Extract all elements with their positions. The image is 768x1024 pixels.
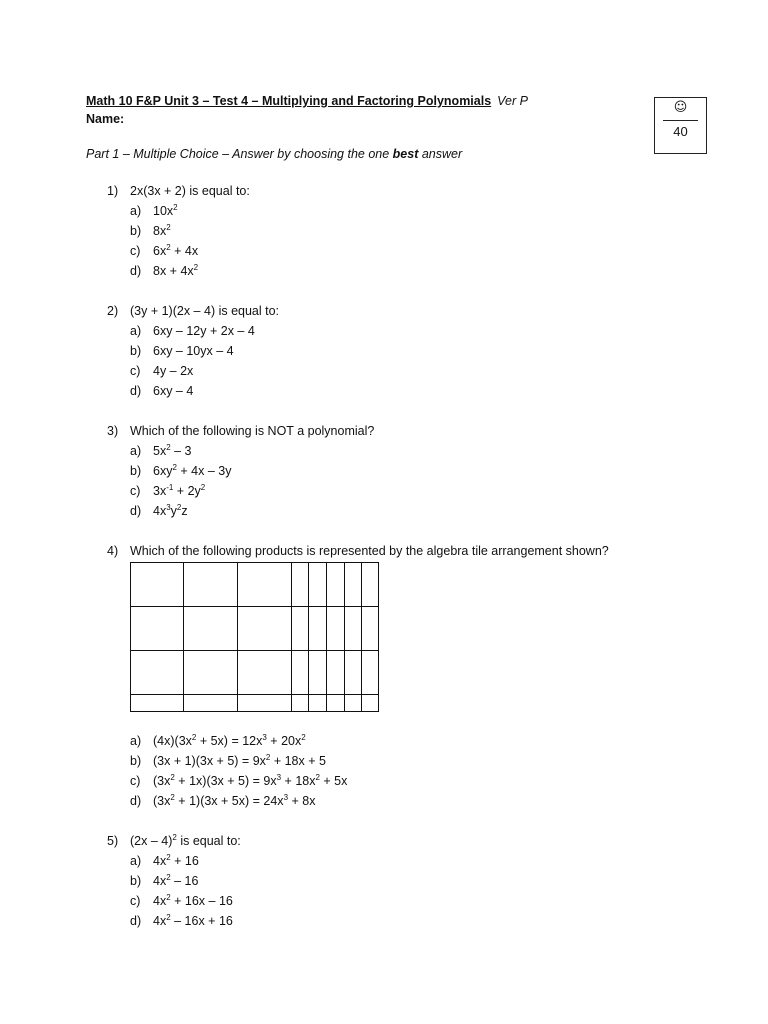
option-label: a)	[130, 204, 142, 218]
option-text: $4x^2 - 16x + 16$	[153, 912, 233, 928]
option-text: $8x + 4x^2$	[153, 262, 199, 278]
tile-border	[131, 563, 379, 712]
score-divider	[663, 120, 698, 121]
option-label: a)	[130, 444, 142, 458]
option-text: $4x^2 + 16$	[153, 852, 199, 868]
option-label: b)	[130, 224, 142, 238]
score-box	[654, 97, 707, 154]
option-label: a)	[130, 324, 142, 338]
option-text: $(3x^2 + 1x)(3x + 5) = 9x^3 + 18x^2 + 5x$	[153, 772, 348, 788]
option-text: $4x^2 - 16$	[153, 872, 199, 888]
question-stem: 2x(3x + 2) is equal to:	[130, 184, 250, 198]
option-label: a)	[130, 854, 142, 868]
option-label: c)	[130, 774, 141, 788]
option-text: $4x^3y^2z$	[153, 502, 188, 518]
option-label: b)	[130, 344, 142, 358]
question-number: 5)	[107, 834, 119, 848]
option-text: $(3x + 1)(3x + 5) = 9x^2 + 18x + 5$	[153, 752, 326, 768]
question-stem: Which of the following products is represented by the algebra tile arrangement shown?	[130, 544, 609, 558]
option-text: $3x^{-1} + 2y^2$	[153, 482, 206, 498]
question-stem: (2x – 4)$^2$ is equal to:	[130, 832, 241, 848]
option-text: 6xy – 4	[153, 384, 194, 398]
part-bold: best	[392, 147, 419, 161]
question-number: 2)	[107, 304, 119, 318]
part-suffix: answer	[418, 147, 463, 161]
option-label: b)	[130, 754, 142, 768]
option-label: d)	[130, 504, 142, 518]
test-title	[86, 94, 528, 108]
option-text: $6xy^2 + 4x - 3y$	[153, 462, 232, 478]
option-text: $4x^2 + 16x - 16$	[153, 892, 233, 908]
question-stem: (3y + 1)(2x – 4) is equal to:	[130, 304, 280, 318]
algebra-tiles	[130, 562, 379, 712]
part-prefix: Part 1 – Multiple Choice – Answer by choosing the one	[86, 147, 393, 161]
option-label: d)	[130, 384, 142, 398]
option-label: b)	[130, 874, 142, 888]
option-label: c)	[130, 894, 141, 908]
version-label: Ver P	[497, 94, 528, 108]
option-text: $10x^2$	[153, 202, 178, 218]
question-number: 3)	[107, 424, 119, 438]
option-text: 6xy – 10yx – 4	[153, 344, 234, 358]
option-label: c)	[130, 364, 141, 378]
option-text: $5x^2 - 3$	[153, 442, 192, 458]
option-text: 4y – 2x	[153, 364, 194, 378]
name-label: Name:	[86, 112, 125, 126]
option-label: b)	[130, 464, 142, 478]
option-text: $6x^2 + 4x$	[153, 242, 199, 258]
option-label: c)	[130, 484, 141, 498]
option-text: 6xy – 12y + 2x – 4	[153, 324, 255, 338]
question-number: 1)	[107, 184, 119, 198]
question-stem: Which of the following is NOT a polynomial?	[130, 424, 375, 438]
option-text: $8x^2$	[153, 222, 171, 238]
option-label: d)	[130, 794, 142, 808]
option-text: $(3x^2 + 1)(3x + 5x) = 24x^3 + 8x$	[153, 792, 316, 808]
option-label: a)	[130, 734, 142, 748]
option-label: d)	[130, 264, 142, 278]
algebra-tile-diagram	[130, 562, 379, 712]
smiley-icon: ☺	[673, 100, 688, 115]
option-label: c)	[130, 244, 141, 258]
part-instructions	[86, 147, 462, 161]
option-text: $(4x)(3x^2 + 5x) = 12x^3 + 20x^2$	[153, 732, 306, 748]
title-text: Math 10 F&P Unit 3 – Test 4 – Multiplying and Factoring Polynomials	[86, 94, 492, 108]
score-total: 40	[673, 124, 688, 139]
question-number: 4)	[107, 544, 119, 558]
option-label: d)	[130, 914, 142, 928]
